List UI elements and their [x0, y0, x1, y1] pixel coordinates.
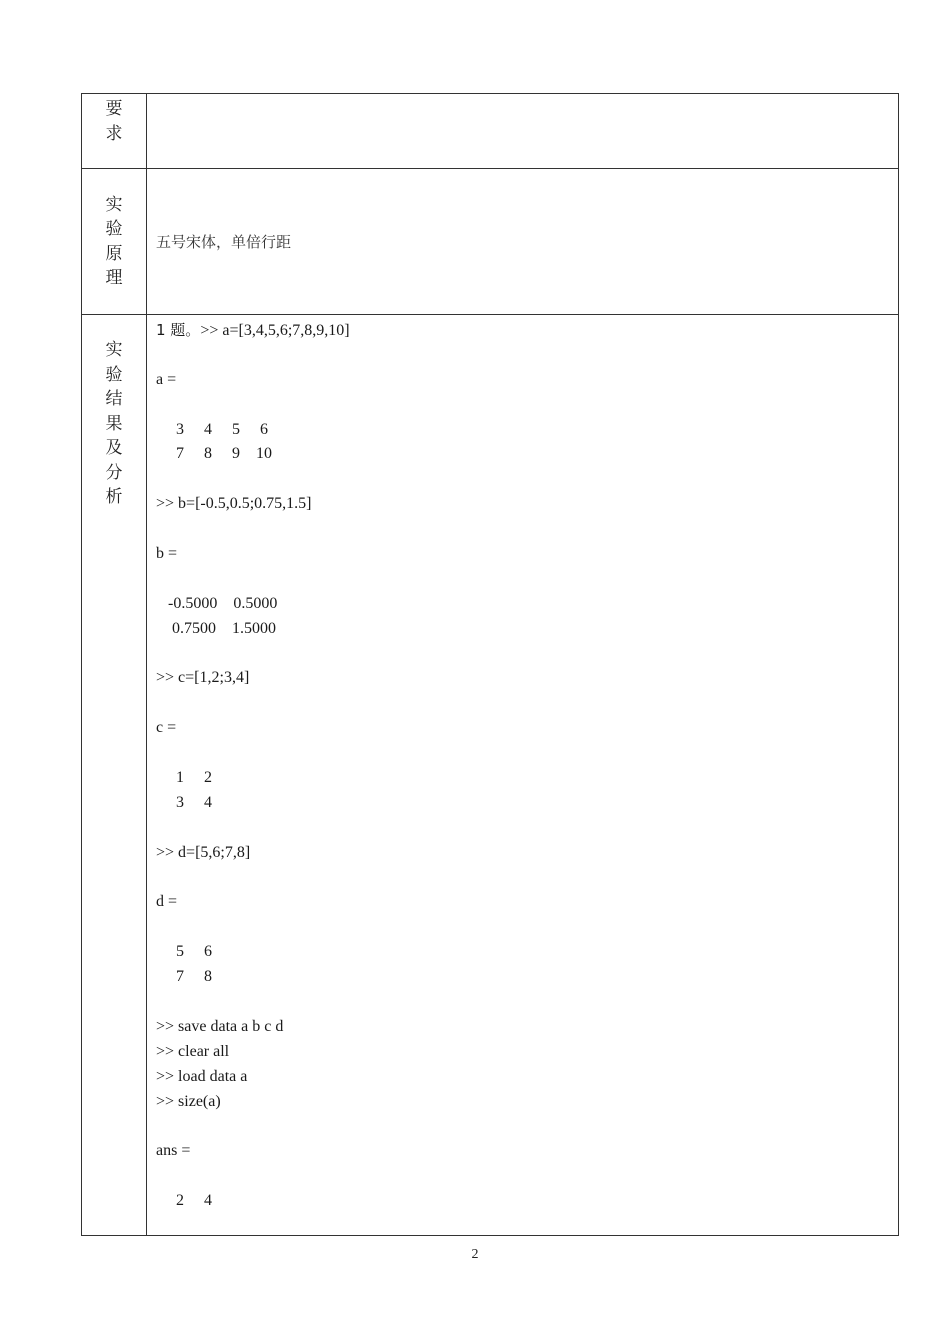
code-line: c =	[156, 719, 177, 737]
label-char: 求	[105, 123, 123, 144]
page-number: 2	[471, 1247, 479, 1262]
code-line: d =	[156, 893, 178, 911]
code-line: 1 2	[156, 769, 212, 787]
requirements-row	[82, 94, 899, 169]
requirements-label	[82, 94, 147, 169]
code-line: >> d=[5,6;7,8]	[156, 843, 251, 861]
code-line: 0.7500 1.5000	[156, 619, 276, 637]
code-line: -0.5000 0.5000	[156, 594, 278, 612]
code-line: >> clear all	[156, 1042, 230, 1060]
code-line	[156, 642, 898, 667]
code-line: 5 6	[156, 943, 212, 961]
code-line: 7 8	[156, 968, 212, 986]
code-line: >> b=[-0.5,0.5;0.75,1.5]	[156, 495, 312, 513]
code-line: 3 4 5 6	[156, 420, 268, 438]
code-line	[156, 567, 898, 592]
code-line: b =	[156, 545, 178, 563]
code-line: >> c=[1,2;3,4]	[156, 669, 250, 687]
code-line	[156, 816, 898, 841]
label-char: 析	[105, 487, 123, 507]
label-char: 实	[105, 340, 123, 360]
code-line	[156, 517, 898, 542]
results-content	[147, 315, 899, 1236]
principle-row	[82, 169, 899, 315]
code-line: 3 4	[156, 793, 212, 811]
code-line: 2 4	[156, 1192, 212, 1210]
label-char: 要	[105, 99, 123, 119]
code-line: >> load data a	[156, 1067, 248, 1085]
question-number: 1 题。	[156, 321, 201, 339]
code-line	[156, 393, 898, 418]
principle-content: 五号宋体，单倍行距	[147, 169, 899, 315]
code-line	[156, 343, 898, 368]
code-line	[156, 990, 898, 1015]
code-line	[156, 1115, 898, 1140]
results-label	[82, 315, 147, 1236]
label-char: 实	[105, 194, 123, 215]
label-char: 理	[105, 268, 123, 288]
label-char: 及	[105, 438, 123, 458]
code-line: a =	[156, 370, 177, 388]
code-line: 1 题。>> a=[3,4,5,6;7,8,9,10]	[156, 321, 350, 339]
label-char: 验	[105, 364, 123, 385]
code-line	[156, 866, 898, 891]
code-line: ans =	[156, 1142, 191, 1160]
principle-label	[82, 169, 147, 315]
label-char: 结	[105, 389, 123, 409]
label-char: 验	[105, 219, 123, 239]
code-line	[156, 691, 898, 716]
label-char: 原	[105, 243, 123, 264]
code-line: >> size(a)	[156, 1092, 221, 1110]
code-line	[156, 1164, 898, 1189]
requirements-content	[147, 94, 899, 169]
label-char: 分	[105, 462, 123, 483]
code-line	[156, 467, 898, 492]
experiment-report-table	[81, 93, 899, 1236]
code-line	[156, 915, 898, 940]
code-output	[147, 315, 898, 1214]
code-line: >> save data a b c d	[156, 1017, 284, 1035]
code-line: 7 8 9 10	[156, 445, 272, 463]
label-char: 果	[105, 413, 123, 434]
code-line	[156, 741, 898, 766]
results-row	[82, 315, 899, 1236]
